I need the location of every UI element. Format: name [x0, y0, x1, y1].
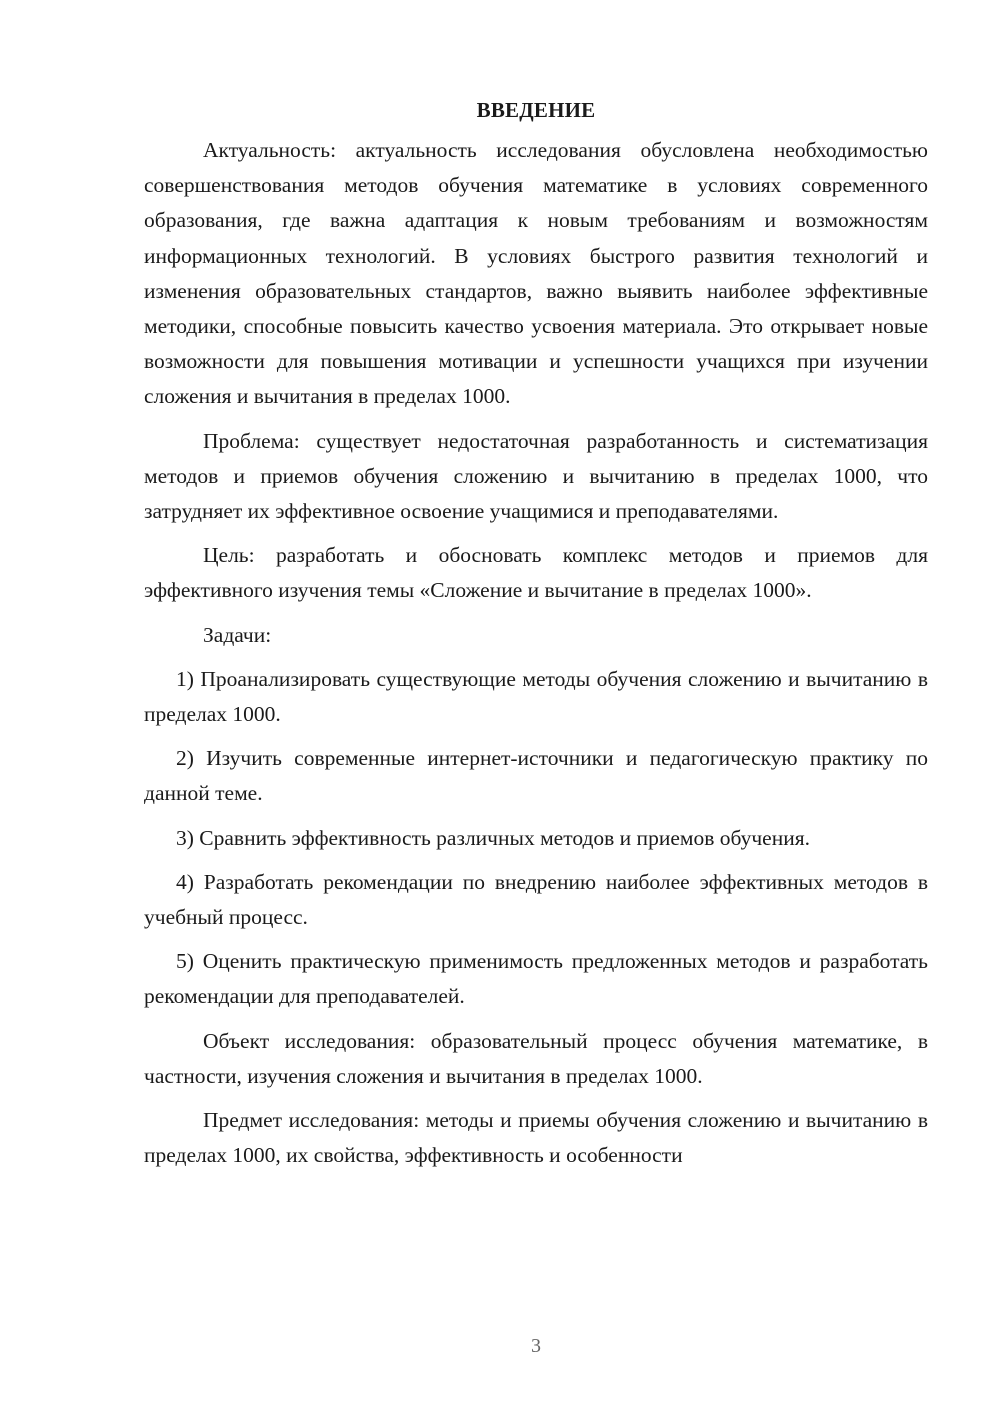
- task-item-1: 1) Проанализировать существующие методы обучения сложению и вычитанию в пределах 1000.: [144, 666, 928, 727]
- task-item-5: 5) Оценить практическую применимость предложенных методов и разработать рекомендации для преподавателей.: [144, 949, 928, 1009]
- task-item-3: 3) Сравнить эффективность различных методов и приемов обучения.: [176, 825, 810, 850]
- subject-paragraph: Предмет исследования: методы и приемы обучения сложению и вычитанию в пределах 1000, их свойства, эффективность и особенности: [144, 1108, 928, 1168]
- tasks-heading: Задачи:: [203, 622, 272, 647]
- page-title: ВВЕДЕНИЕ: [476, 98, 596, 122]
- object-paragraph: Объект исследования: образовательный процесс обучения математике, в частности, изучения сложения и вычитания в пределах 1000.: [144, 1028, 928, 1088]
- page-content: [144, 94, 928, 1182]
- relevance-paragraph: Актуальность: актуальность исследования обусловлена необходимостью совершенствования методов обучения математике в условиях современного образования, где важна адаптация к новым требованиям и возможностям информационных технологий. В условиях быстрого развития технологий и изменения образовательных стандартов, важно выявить наиболее эффективные методики, способные повысить качество усвоения материала. Это открывает новые возможности для повышения мотивации и успешности учащихся при изучении сложения и вычитания в пределах 1000.: [144, 138, 928, 409]
- task-item-2: 2) Изучить современные интернет-источники и педагогическую практику по данной теме.: [144, 746, 928, 806]
- task-item-4: 4) Разработать рекомендации по внедрению наиболее эффективных методов в учебный процесс.: [144, 869, 928, 930]
- page-number: 3: [531, 1335, 541, 1357]
- goal-paragraph: Цель: разработать и обосновать комплекс методов и приемов для эффективного изучения темы «Сложение и вычитание в пределах 1000».: [144, 543, 928, 603]
- problem-paragraph: Проблема: существует недостаточная разработанность и систематизация методов и приемов обучения сложению и вычитанию в пределах 1000, что затрудняет их эффективное освоение учащимися и преподавателями.: [144, 428, 928, 524]
